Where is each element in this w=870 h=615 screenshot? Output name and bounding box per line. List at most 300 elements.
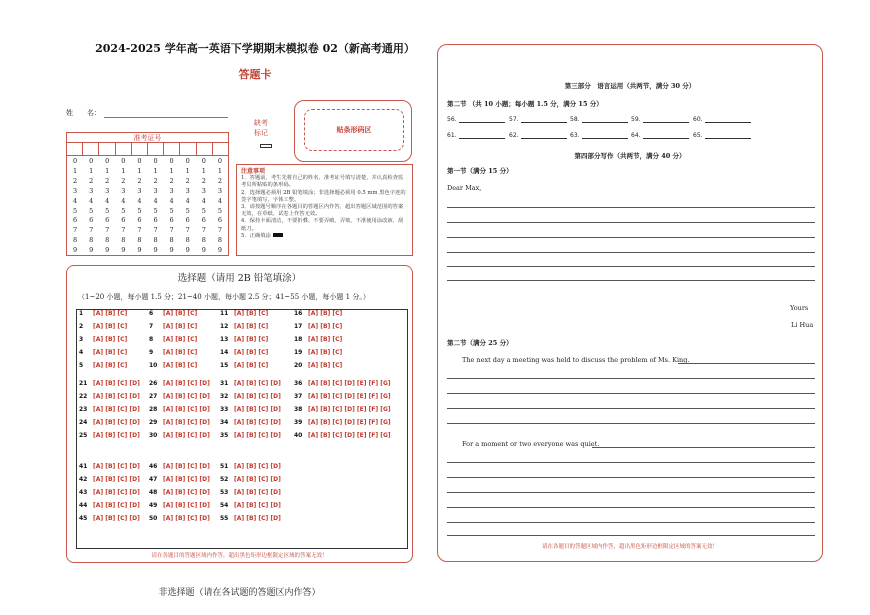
writing-line[interactable]	[447, 222, 815, 223]
question-number: 48	[149, 489, 158, 496]
question-row[interactable]	[79, 336, 127, 343]
choice-footer-warning: 请在各题目的答题区域内作答，超出黑色矩形边框限定区域的答案无效！	[151, 553, 328, 559]
exam-id-digit[interactable]: 1	[153, 166, 158, 175]
question-number: 27	[149, 393, 158, 400]
exam-id-digit[interactable]: 7	[137, 226, 142, 235]
question-row[interactable]	[294, 419, 391, 426]
question-row[interactable]	[294, 406, 391, 413]
exam-id-digit-columns[interactable]	[67, 156, 228, 256]
writing-line[interactable]	[447, 507, 815, 508]
exam-id-digit[interactable]: 8	[105, 236, 110, 245]
question-row[interactable]	[220, 393, 281, 400]
exam-id-digit[interactable]: 7	[89, 226, 94, 235]
exam-id-digit-column[interactable]	[180, 157, 196, 256]
writing-line[interactable]	[447, 535, 815, 536]
exam-id-digit[interactable]: 4	[72, 196, 78, 205]
choice-note: （1~20 小题，每小题 1.5 分；21~40 小题，每小题 2.5 分；41~55 小题，每小题 1 分。）	[78, 293, 370, 301]
exam-id-digit-column[interactable]	[99, 157, 115, 256]
answer-options[interactable]: [A] [B] [C] [D]	[234, 380, 281, 387]
exam-id-digit[interactable]: 1	[72, 166, 78, 175]
question-row[interactable]	[294, 432, 391, 439]
fill-blank-item[interactable]	[447, 116, 505, 123]
notice-item: 5．正确填涂	[241, 233, 408, 240]
answer-options[interactable]: [A] [B] [C] [D]	[234, 463, 281, 470]
fill-blank-item[interactable]	[570, 116, 628, 123]
exam-id-digit[interactable]: 4	[105, 196, 110, 205]
answer-options[interactable]: [A] [B] [C]	[234, 323, 269, 330]
exam-id-digit[interactable]: 4	[121, 196, 126, 205]
exam-id-digit-column[interactable]	[131, 157, 147, 256]
fill-blank-item[interactable]	[447, 132, 505, 139]
answer-options[interactable]: [A] [B] [C]	[163, 362, 198, 369]
question-row[interactable]	[220, 323, 268, 330]
exam-id-digit[interactable]: 5	[201, 206, 206, 215]
question-number: 36	[294, 380, 303, 387]
fill-blank-line[interactable]	[643, 117, 689, 123]
answer-options[interactable]: [A] [B] [C]	[308, 336, 343, 343]
name-field[interactable]	[104, 117, 228, 118]
question-number: 5	[79, 362, 84, 369]
answer-options[interactable]: [A] [B] [C] [D]	[234, 432, 281, 439]
exam-id-digit[interactable]: 4	[185, 196, 190, 205]
question-number: 40	[294, 432, 303, 439]
question-row[interactable]	[149, 515, 210, 522]
exam-id-digit[interactable]: 4	[217, 196, 222, 205]
writing-line[interactable]	[447, 522, 815, 523]
fill-blank-item[interactable]	[509, 132, 567, 139]
question-number: 30	[149, 432, 158, 439]
choice-title: 选择题（请用 2B 铅笔填涂）	[177, 273, 302, 284]
exam-id-digit[interactable]: 0	[137, 157, 142, 165]
exam-id-digit[interactable]: 4	[153, 196, 158, 205]
exam-id-digit[interactable]: 3	[137, 186, 142, 195]
question-row[interactable]	[294, 349, 342, 356]
notice-item: 3．请按题号顺序在各题目的答题区内作答，超出答题区域范围的答案无效，在草纸、试卷上作答无效。	[241, 204, 404, 218]
exam-id-digit[interactable]: 6	[169, 216, 174, 225]
question-number: 11	[220, 310, 229, 317]
continuation-para1: The next day a meeting was held to discuss the problem of Ms. King.	[462, 356, 690, 364]
answer-options[interactable]: [A] [B] [C] [D]	[234, 393, 281, 400]
answer-options[interactable]: [A] [B] [C]	[163, 310, 198, 317]
question-row[interactable]	[220, 336, 268, 343]
fill-blank-item[interactable]	[570, 132, 628, 139]
question-row[interactable]	[79, 310, 127, 317]
answer-options[interactable]: [A] [B] [C] [D]	[93, 515, 140, 522]
exam-id-digit[interactable]: 2	[201, 176, 206, 185]
exam-id-label: 准考证号	[67, 133, 228, 143]
exam-id-digit[interactable]: 9	[137, 246, 142, 255]
answer-options[interactable]: [A] [B] [C]	[234, 362, 269, 369]
exam-id-digit[interactable]: 2	[169, 176, 174, 185]
answer-options[interactable]: [A] [B] [C] [D]	[234, 502, 281, 509]
question-row[interactable]	[79, 432, 140, 439]
exam-id-digit[interactable]: 5	[185, 206, 190, 215]
exam-id-digit[interactable]: 8	[153, 236, 158, 245]
question-number: 22	[79, 393, 88, 400]
question-row[interactable]	[294, 362, 342, 369]
question-row[interactable]	[149, 310, 197, 317]
question-row[interactable]	[79, 393, 140, 400]
exam-id-digit[interactable]: 0	[72, 157, 78, 165]
answer-options[interactable]: [A] [B] [C]	[163, 323, 198, 330]
question-number: 37	[294, 393, 303, 400]
exam-id-digit[interactable]: 5	[121, 206, 126, 215]
exam-id-digit[interactable]: 8	[121, 236, 126, 245]
exam-id-digit[interactable]: 0	[153, 157, 158, 165]
question-row[interactable]	[294, 336, 342, 343]
question-row[interactable]	[149, 406, 210, 413]
question-row[interactable]	[294, 393, 391, 400]
question-number: 42	[79, 476, 88, 483]
fill-blank-item[interactable]	[509, 116, 567, 123]
question-row[interactable]	[79, 502, 140, 509]
exam-id-digit[interactable]: 0	[89, 157, 94, 165]
answer-options[interactable]: [A] [B] [C] [D]	[163, 515, 210, 522]
question-row[interactable]	[220, 432, 281, 439]
exam-id-digit[interactable]: 1	[105, 166, 110, 175]
exam-id-digit[interactable]: 5	[105, 206, 110, 215]
fill-blank-line[interactable]	[459, 117, 505, 123]
question-number: 29	[149, 419, 158, 426]
exam-id-digit[interactable]: 9	[185, 246, 190, 255]
answer-options[interactable]: [A] [B] [C]	[163, 336, 198, 343]
exam-id-digit[interactable]: 1	[185, 166, 190, 175]
question-number: 39	[294, 419, 303, 426]
answer-options[interactable]: [A] [B] [C] [D]	[163, 419, 210, 426]
exam-id-digit[interactable]: 3	[169, 186, 174, 195]
question-row[interactable]	[149, 489, 210, 496]
writing-line[interactable]	[592, 447, 815, 448]
exam-id-digit[interactable]: 3	[105, 186, 110, 195]
exam-id-digit[interactable]: 1	[137, 166, 142, 175]
notice-box	[236, 164, 413, 256]
exam-id-digit[interactable]: 7	[72, 226, 78, 235]
exam-id-digit[interactable]: 0	[217, 157, 222, 165]
question-row[interactable]	[220, 515, 281, 522]
question-number: 2	[79, 323, 84, 330]
exam-id-digit[interactable]: 9	[105, 246, 110, 255]
exam-id-digit[interactable]: 5	[72, 206, 78, 215]
exam-id-digit[interactable]: 6	[89, 216, 94, 225]
exam-id-digit[interactable]: 1	[217, 166, 222, 175]
exam-id-digit[interactable]: 7	[153, 226, 158, 235]
writing-line[interactable]	[678, 363, 815, 364]
question-row[interactable]	[79, 515, 140, 522]
absent-checkbox[interactable]	[260, 144, 272, 148]
part3-section2-title: 第二节 （共 10 小题；每小题 1.5 分，满分 15 分）	[447, 100, 603, 108]
answer-options[interactable]: [A] [B] [C] [D] [E] [F] [G]	[308, 380, 391, 387]
fill-blank-number: 61.	[447, 132, 457, 139]
exam-id-digit[interactable]: 9	[153, 246, 158, 255]
question-row[interactable]	[149, 380, 210, 387]
exam-id-digit[interactable]: 3	[121, 186, 126, 195]
fill-blank-item[interactable]	[693, 116, 751, 123]
writing2-title: 第二节（满分 25 分）	[447, 339, 513, 347]
question-row[interactable]	[220, 463, 281, 470]
answer-options[interactable]: [A] [B] [C] [D]	[234, 419, 281, 426]
exam-id-digit[interactable]: 2	[153, 176, 158, 185]
exam-id-digit[interactable]: 7	[217, 226, 222, 235]
barcode-area: 贴条形码区	[304, 109, 404, 151]
fill-blank-line[interactable]	[582, 117, 628, 123]
exam-id-digit[interactable]: 8	[72, 236, 78, 245]
writing-line[interactable]	[447, 408, 815, 409]
exam-id-digit[interactable]: 2	[105, 176, 110, 185]
exam-id-digit[interactable]: 5	[217, 206, 222, 215]
answer-options[interactable]: [A] [B] [C] [D] [E] [F] [G]	[308, 419, 391, 426]
answer-options[interactable]: [A] [B] [C]	[308, 362, 343, 369]
exam-id-digit-column[interactable]	[115, 157, 131, 256]
exam-id-digit[interactable]: 9	[201, 246, 206, 255]
question-number: 7	[149, 323, 154, 330]
question-row[interactable]	[294, 323, 342, 330]
question-row[interactable]	[79, 349, 127, 356]
exam-id-digit[interactable]: 2	[137, 176, 142, 185]
exam-id-digit[interactable]: 4	[169, 196, 174, 205]
answer-options[interactable]: [A] [B] [C] [D] [E] [F] [G]	[308, 432, 391, 439]
exam-id-digit[interactable]: 6	[121, 216, 126, 225]
question-row[interactable]	[149, 463, 210, 470]
absent-label-line1: 缺考	[254, 119, 268, 127]
exam-id-digit[interactable]: 6	[72, 216, 78, 225]
exam-id-digit[interactable]: 8	[217, 236, 222, 245]
answer-options[interactable]: [A] [B] [C] [D]	[163, 463, 210, 470]
answer-options[interactable]: [A] [B] [C] [D]	[163, 476, 210, 483]
exam-id-digit[interactable]: 3	[185, 186, 190, 195]
answer-options[interactable]: [A] [B] [C]	[308, 323, 343, 330]
question-row[interactable]	[79, 489, 140, 496]
question-row[interactable]	[149, 393, 210, 400]
writing-line[interactable]	[447, 492, 815, 493]
exam-id-digit[interactable]: 0	[169, 157, 174, 165]
answer-options[interactable]: [A] [B] [C] [D]	[234, 406, 281, 413]
answer-options[interactable]: [A] [B] [C]	[93, 323, 128, 330]
fill-blank-line[interactable]	[705, 133, 751, 139]
question-row[interactable]	[220, 310, 268, 317]
exam-id-digit[interactable]: 4	[201, 196, 206, 205]
exam-id-digit[interactable]: 4	[137, 196, 142, 205]
answer-options[interactable]: [A] [B] [C]	[234, 310, 269, 317]
answer-options[interactable]: [A] [B] [C] [D]	[93, 406, 140, 413]
exam-id-digit[interactable]: 1	[121, 166, 126, 175]
answer-options[interactable]: [A] [B] [C]	[93, 336, 128, 343]
continuation-para2: For a moment or two everyone was quiet.	[462, 440, 600, 448]
exam-id-digit[interactable]: 2	[89, 176, 94, 185]
answer-options[interactable]: [A] [B] [C]	[308, 310, 343, 317]
exam-id-digit[interactable]: 9	[121, 246, 126, 255]
exam-id-digit[interactable]: 6	[153, 216, 158, 225]
answer-options[interactable]: [A] [B] [C]	[93, 310, 128, 317]
writing-line[interactable]	[447, 252, 815, 253]
question-row[interactable]	[149, 349, 197, 356]
exam-id-digit[interactable]: 8	[89, 236, 94, 245]
exam-id-digit[interactable]: 2	[72, 176, 78, 185]
fill-blank-item[interactable]	[631, 116, 689, 123]
question-row[interactable]	[79, 419, 140, 426]
fill-blank-line[interactable]	[521, 117, 567, 123]
answer-options[interactable]: [A] [B] [C] [D]	[163, 489, 210, 496]
answer-options[interactable]: [A] [B] [C]	[308, 349, 343, 356]
answer-options[interactable]: [A] [B] [C] [D]	[234, 476, 281, 483]
exam-id-digit[interactable]: 2	[121, 176, 126, 185]
question-number: 6	[149, 310, 154, 317]
question-row[interactable]	[79, 476, 140, 483]
exam-id-digit[interactable]: 0	[201, 157, 206, 165]
exam-id-digit[interactable]: 6	[201, 216, 206, 225]
question-number: 34	[220, 419, 229, 426]
exam-id-digit[interactable]: 5	[153, 206, 158, 215]
answer-options[interactable]: [A] [B] [C] [D]	[93, 502, 140, 509]
answer-options[interactable]: [A] [B] [C] [D]	[163, 432, 210, 439]
fill-blank-line[interactable]	[643, 133, 689, 139]
exam-id-digit[interactable]: 9	[89, 246, 94, 255]
question-row[interactable]	[294, 380, 391, 387]
answer-options[interactable]: [A] [B] [C] [D]	[93, 393, 140, 400]
answer-options[interactable]: [A] [B] [C] [D]	[163, 393, 210, 400]
question-number: 54	[220, 502, 229, 509]
answer-options[interactable]: [A] [B] [C] [D] [E] [F] [G]	[308, 406, 391, 413]
question-row[interactable]	[149, 362, 197, 369]
answer-options[interactable]: [A] [B] [C] [D]	[93, 476, 140, 483]
question-number: 25	[79, 432, 88, 439]
exam-id-digit[interactable]: 8	[137, 236, 142, 245]
exam-id-digit[interactable]: 3	[72, 186, 78, 195]
exam-id-digit[interactable]: 6	[137, 216, 142, 225]
exam-id-digit-column[interactable]	[212, 157, 228, 256]
exam-id-digit[interactable]: 7	[185, 226, 190, 235]
answer-options[interactable]: [A] [B] [C] [D]	[163, 406, 210, 413]
writing-line[interactable]	[447, 280, 815, 281]
writing-line[interactable]	[447, 462, 815, 463]
question-row[interactable]	[149, 502, 210, 509]
question-row[interactable]	[220, 476, 281, 483]
answer-options[interactable]: [A] [B] [C] [D]	[93, 489, 140, 496]
exam-id-digit[interactable]: 5	[169, 206, 174, 215]
exam-id-digit[interactable]: 1	[201, 166, 206, 175]
answer-options[interactable]: [A] [B] [C]	[234, 336, 269, 343]
exam-id-digit[interactable]: 3	[153, 186, 158, 195]
answer-options[interactable]: [A] [B] [C]	[93, 349, 128, 356]
fill-blank-item[interactable]	[693, 132, 751, 139]
fill-blank-item[interactable]	[631, 132, 689, 139]
question-number: 8	[149, 336, 154, 343]
exam-id-digit[interactable]: 7	[201, 226, 206, 235]
writing-line[interactable]	[447, 378, 815, 379]
question-row[interactable]	[220, 489, 281, 496]
answer-options[interactable]: [A] [B] [C]	[163, 349, 198, 356]
question-row[interactable]	[220, 406, 281, 413]
exam-id-digit[interactable]: 6	[185, 216, 190, 225]
answer-options[interactable]: [A] [B] [C] [D]	[234, 515, 281, 522]
question-row[interactable]	[149, 476, 210, 483]
question-number: 18	[294, 336, 303, 343]
answer-options[interactable]: [A] [B] [C] [D]	[93, 419, 140, 426]
question-row[interactable]	[79, 323, 127, 330]
exam-id-digit-column[interactable]	[196, 157, 212, 256]
exam-id-digit[interactable]: 0	[185, 157, 190, 165]
question-row[interactable]	[220, 380, 281, 387]
answer-options[interactable]: [A] [B] [C] [D]	[163, 380, 210, 387]
exam-id-digit[interactable]: 6	[217, 216, 222, 225]
answer-options[interactable]: [A] [B] [C] [D] [E] [F] [G]	[308, 393, 391, 400]
exam-id-digit[interactable]: 0	[121, 157, 126, 165]
exam-id-digit-column[interactable]	[147, 157, 163, 256]
question-row[interactable]	[294, 310, 342, 317]
answer-options[interactable]: [A] [B] [C] [D]	[93, 432, 140, 439]
exam-id-digit[interactable]: 9	[72, 246, 78, 255]
question-row[interactable]	[220, 419, 281, 426]
exam-id-digit[interactable]: 8	[169, 236, 174, 245]
fill-blank-line[interactable]	[459, 133, 505, 139]
question-row[interactable]	[149, 323, 197, 330]
question-row[interactable]	[79, 380, 140, 387]
exam-id-digit[interactable]: 9	[217, 246, 222, 255]
answer-options[interactable]: [A] [B] [C] [D]	[93, 380, 140, 387]
exam-id-digit[interactable]: 1	[169, 166, 174, 175]
exam-id-digit[interactable]: 9	[169, 246, 174, 255]
exam-id-digit[interactable]: 0	[105, 157, 110, 165]
writing-line[interactable]	[447, 393, 815, 394]
question-row[interactable]	[220, 502, 281, 509]
question-row[interactable]	[220, 362, 268, 369]
answer-options[interactable]: [A] [B] [C]	[93, 362, 128, 369]
exam-id-write-row[interactable]	[67, 143, 228, 156]
exam-id-digit[interactable]: 3	[201, 186, 206, 195]
exam-id-digit[interactable]: 3	[217, 186, 222, 195]
exam-id-digit[interactable]: 3	[89, 186, 94, 195]
exam-id-digit-column[interactable]	[83, 157, 99, 256]
exam-id-digit[interactable]: 4	[89, 196, 94, 205]
writing-line[interactable]	[447, 207, 815, 208]
exam-id-digit[interactable]: 7	[121, 226, 126, 235]
fill-blank-line[interactable]	[582, 133, 628, 139]
answer-options[interactable]: [A] [B] [C]	[234, 349, 269, 356]
fill-blank-line[interactable]	[705, 117, 751, 123]
question-row[interactable]	[149, 432, 210, 439]
writing-line[interactable]	[447, 477, 815, 478]
answer-options[interactable]: [A] [B] [C] [D]	[234, 489, 281, 496]
writing-line[interactable]	[447, 237, 815, 238]
question-row[interactable]	[220, 349, 268, 356]
exam-id-digit[interactable]: 7	[105, 226, 110, 235]
exam-id-digit[interactable]: 7	[169, 226, 174, 235]
question-row[interactable]	[79, 362, 127, 369]
exam-id-digit[interactable]: 6	[105, 216, 110, 225]
question-number: 24	[79, 419, 88, 426]
writing-line[interactable]	[447, 423, 815, 424]
exam-id-digit[interactable]: 2	[217, 176, 222, 185]
notice-item: 1．答题前，考生先将自己的姓名、准考证号填写清楚，并认真检查监考员所粘贴的条形码。	[241, 175, 404, 189]
exam-id-digit[interactable]: 1	[89, 166, 94, 175]
exam-id-digit-column[interactable]	[164, 157, 180, 256]
answer-options[interactable]: [A] [B] [C] [D]	[93, 463, 140, 470]
answer-options[interactable]: [A] [B] [C] [D]	[163, 502, 210, 509]
question-row[interactable]	[79, 463, 140, 470]
question-number: 21	[79, 380, 88, 387]
fill-blank-line[interactable]	[521, 133, 567, 139]
exam-id-digit-column[interactable]	[67, 157, 83, 256]
question-row[interactable]	[149, 336, 197, 343]
exam-id-digit[interactable]: 5	[137, 206, 142, 215]
exam-id-digit[interactable]: 5	[89, 206, 94, 215]
exam-id-digit[interactable]: 8	[201, 236, 206, 245]
exam-id-digit[interactable]: 2	[185, 176, 190, 185]
writing-line[interactable]	[447, 266, 815, 267]
question-row[interactable]	[79, 406, 140, 413]
fill-blank-number: 64.	[631, 132, 641, 139]
exam-id-digit[interactable]: 8	[185, 236, 190, 245]
question-row[interactable]	[149, 419, 210, 426]
